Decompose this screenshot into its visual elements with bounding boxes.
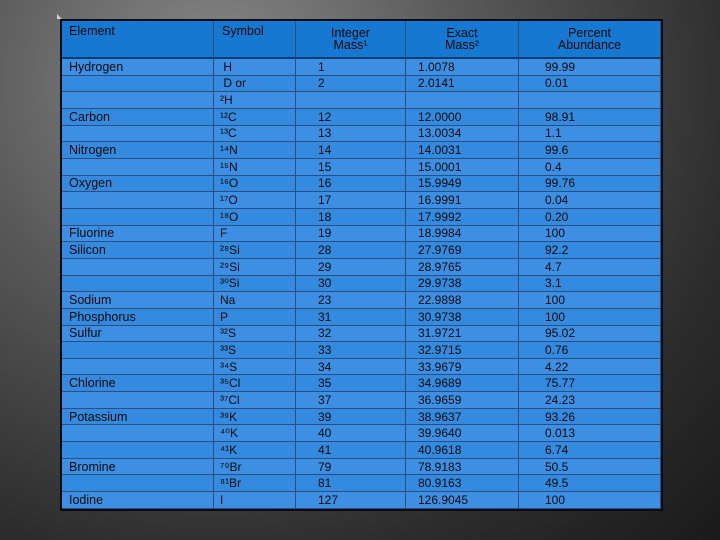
integer-mass-cell: 34 (296, 359, 406, 376)
exact-mass-cell: 78.9183 (406, 459, 519, 476)
table-row (62, 259, 661, 276)
abundance-cell: 92.2 (519, 242, 661, 259)
table-row (62, 226, 661, 243)
element-cell (62, 359, 214, 376)
table-row (62, 242, 661, 259)
abundance-cell: 24.23 (519, 392, 661, 409)
symbol-cell: ¹²C (214, 109, 296, 126)
symbol-cell: ¹³C (214, 126, 296, 143)
symbol-cell: ¹⁴N (214, 142, 296, 159)
exact-mass-cell: 17.9992 (406, 209, 519, 226)
abundance-cell: 100 (519, 292, 661, 309)
symbol-cell: F (214, 226, 296, 243)
header-integer-mass: Integer Mass¹ (296, 21, 406, 59)
integer-mass-cell: 2 (296, 76, 406, 93)
integer-mass-cell: 1 (296, 59, 406, 76)
element-cell: Carbon (62, 109, 214, 126)
symbol-cell: D or (214, 76, 296, 93)
element-cell: Sulfur (62, 326, 214, 343)
abundance-cell: 0.76 (519, 342, 661, 359)
table-body (62, 59, 661, 509)
integer-mass-cell: 33 (296, 342, 406, 359)
element-cell (62, 76, 214, 93)
exact-mass-cell: 2.0141 (406, 76, 519, 93)
integer-mass-cell: 23 (296, 292, 406, 309)
element-cell: Potassium (62, 409, 214, 426)
table-row (62, 459, 661, 476)
integer-mass-cell: 13 (296, 126, 406, 143)
integer-mass-cell: 12 (296, 109, 406, 126)
table-row (62, 92, 661, 109)
table-row (62, 492, 661, 509)
abundance-cell: 100 (519, 226, 661, 243)
table-row (62, 276, 661, 293)
abundance-cell: 1.1 (519, 126, 661, 143)
element-cell (62, 276, 214, 293)
exact-mass-cell: 34.9689 (406, 375, 519, 392)
table-row (62, 425, 661, 442)
table-row (62, 342, 661, 359)
element-cell: Phosphorus (62, 309, 214, 326)
symbol-cell: ¹⁷O (214, 192, 296, 209)
integer-mass-cell: 17 (296, 192, 406, 209)
element-cell (62, 92, 214, 109)
exact-mass-cell: 31.9721 (406, 326, 519, 343)
integer-mass-cell: 39 (296, 409, 406, 426)
integer-mass-cell: 29 (296, 259, 406, 276)
symbol-cell: ³²S (214, 326, 296, 343)
abundance-cell: 4.7 (519, 259, 661, 276)
exact-mass-cell: 36.9659 (406, 392, 519, 409)
abundance-cell: 0.01 (519, 76, 661, 93)
symbol-cell: ⁴⁰K (214, 425, 296, 442)
abundance-cell: 100 (519, 309, 661, 326)
integer-mass-cell (296, 92, 406, 109)
symbol-cell: I (214, 492, 296, 509)
exact-mass-cell: 15.0001 (406, 159, 519, 176)
abundance-cell: 0.04 (519, 192, 661, 209)
header-exact-mass: Exact Mass² (406, 21, 519, 59)
element-cell: Silicon (62, 242, 214, 259)
header-symbol: Symbol (214, 21, 296, 59)
exact-mass-cell: 18.9984 (406, 226, 519, 243)
header-percent-abundance: Percent Abundance (519, 21, 661, 59)
symbol-cell: P (214, 309, 296, 326)
integer-mass-cell: 81 (296, 475, 406, 492)
element-cell (62, 392, 214, 409)
table-row (62, 292, 661, 309)
symbol-cell: ⁷⁹Br (214, 459, 296, 476)
symbol-cell: ²⁹Si (214, 259, 296, 276)
header-row (62, 21, 661, 59)
element-cell: Fluorine (62, 226, 214, 243)
element-cell (62, 475, 214, 492)
table-row (62, 142, 661, 159)
integer-mass-cell: 127 (296, 492, 406, 509)
exact-mass-cell: 28.9765 (406, 259, 519, 276)
symbol-cell: ²H (214, 92, 296, 109)
symbol-cell: ³⁷Cl (214, 392, 296, 409)
table-row (62, 375, 661, 392)
abundance-cell: 99.76 (519, 176, 661, 193)
exact-mass-cell: 126.9045 (406, 492, 519, 509)
symbol-cell: ¹⁶O (214, 176, 296, 193)
abundance-cell: 99.6 (519, 142, 661, 159)
exact-mass-cell: 40.9618 (406, 442, 519, 459)
element-cell (62, 425, 214, 442)
exact-mass-cell: 13.0034 (406, 126, 519, 143)
table-row (62, 309, 661, 326)
abundance-cell: 50.5 (519, 459, 661, 476)
isotope-table (62, 21, 661, 509)
exact-mass-cell: 38.9637 (406, 409, 519, 426)
element-cell (62, 159, 214, 176)
table-header (62, 21, 661, 59)
isotope-table-container (60, 19, 663, 511)
symbol-cell: Na (214, 292, 296, 309)
element-cell: Nitrogen (62, 142, 214, 159)
symbol-cell: ³³S (214, 342, 296, 359)
table-row (62, 176, 661, 193)
abundance-cell (519, 92, 661, 109)
table-row (62, 192, 661, 209)
table-row (62, 209, 661, 226)
exact-mass-cell: 32.9715 (406, 342, 519, 359)
element-cell: Hydrogen (62, 59, 214, 76)
integer-mass-cell: 19 (296, 226, 406, 243)
integer-mass-cell: 41 (296, 442, 406, 459)
abundance-cell: 100 (519, 492, 661, 509)
exact-mass-cell: 27.9769 (406, 242, 519, 259)
symbol-cell: ¹⁸O (214, 209, 296, 226)
element-cell (62, 209, 214, 226)
integer-mass-cell: 37 (296, 392, 406, 409)
integer-mass-cell: 32 (296, 326, 406, 343)
integer-mass-cell: 79 (296, 459, 406, 476)
symbol-cell: ³⁴S (214, 359, 296, 376)
integer-mass-cell: 31 (296, 309, 406, 326)
table-row (62, 392, 661, 409)
exact-mass-cell: 39.9640 (406, 425, 519, 442)
integer-mass-cell: 18 (296, 209, 406, 226)
element-cell: Bromine (62, 459, 214, 476)
symbol-cell: ³⁹K (214, 409, 296, 426)
element-cell: Oxygen (62, 176, 214, 193)
element-cell (62, 192, 214, 209)
table-row (62, 409, 661, 426)
exact-mass-cell (406, 92, 519, 109)
symbol-cell: ³⁰Si (214, 276, 296, 293)
abundance-cell: 95.02 (519, 326, 661, 343)
exact-mass-cell: 80.9163 (406, 475, 519, 492)
abundance-cell: 0.20 (519, 209, 661, 226)
header-element: Element (62, 21, 214, 59)
abundance-cell: 0.013 (519, 425, 661, 442)
abundance-cell: 75.77 (519, 375, 661, 392)
abundance-cell: 99.99 (519, 59, 661, 76)
exact-mass-cell: 16.9991 (406, 192, 519, 209)
abundance-cell: 49.5 (519, 475, 661, 492)
abundance-cell: 0.4 (519, 159, 661, 176)
exact-mass-cell: 33.9679 (406, 359, 519, 376)
integer-mass-cell: 30 (296, 276, 406, 293)
table-row (62, 159, 661, 176)
abundance-cell: 6.74 (519, 442, 661, 459)
table-row (62, 59, 661, 76)
integer-mass-cell: 40 (296, 425, 406, 442)
integer-mass-cell: 14 (296, 142, 406, 159)
exact-mass-cell: 12.0000 (406, 109, 519, 126)
element-cell (62, 442, 214, 459)
exact-mass-cell: 15.9949 (406, 176, 519, 193)
table-row (62, 326, 661, 343)
abundance-cell: 3.1 (519, 276, 661, 293)
table-row (62, 359, 661, 376)
symbol-cell: ¹⁵N (214, 159, 296, 176)
abundance-cell: 4.22 (519, 359, 661, 376)
abundance-cell: 93.26 (519, 409, 661, 426)
element-cell: Iodine (62, 492, 214, 509)
table-row (62, 76, 661, 93)
integer-mass-cell: 28 (296, 242, 406, 259)
exact-mass-cell: 29.9738 (406, 276, 519, 293)
exact-mass-cell: 30.9738 (406, 309, 519, 326)
table-row (62, 475, 661, 492)
symbol-cell: ⁴¹K (214, 442, 296, 459)
element-cell: Chlorine (62, 375, 214, 392)
table-row (62, 109, 661, 126)
exact-mass-cell: 22.9898 (406, 292, 519, 309)
element-cell (62, 259, 214, 276)
symbol-cell: ⁸¹Br (214, 475, 296, 492)
integer-mass-cell: 16 (296, 176, 406, 193)
element-cell (62, 342, 214, 359)
element-cell (62, 126, 214, 143)
integer-mass-cell: 35 (296, 375, 406, 392)
symbol-cell: H (214, 59, 296, 76)
table-row (62, 126, 661, 143)
integer-mass-cell: 15 (296, 159, 406, 176)
symbol-cell: ³⁵Cl (214, 375, 296, 392)
element-cell: Sodium (62, 292, 214, 309)
symbol-cell: ²⁸Si (214, 242, 296, 259)
exact-mass-cell: 1.0078 (406, 59, 519, 76)
exact-mass-cell: 14.0031 (406, 142, 519, 159)
abundance-cell: 98.91 (519, 109, 661, 126)
table-row (62, 442, 661, 459)
